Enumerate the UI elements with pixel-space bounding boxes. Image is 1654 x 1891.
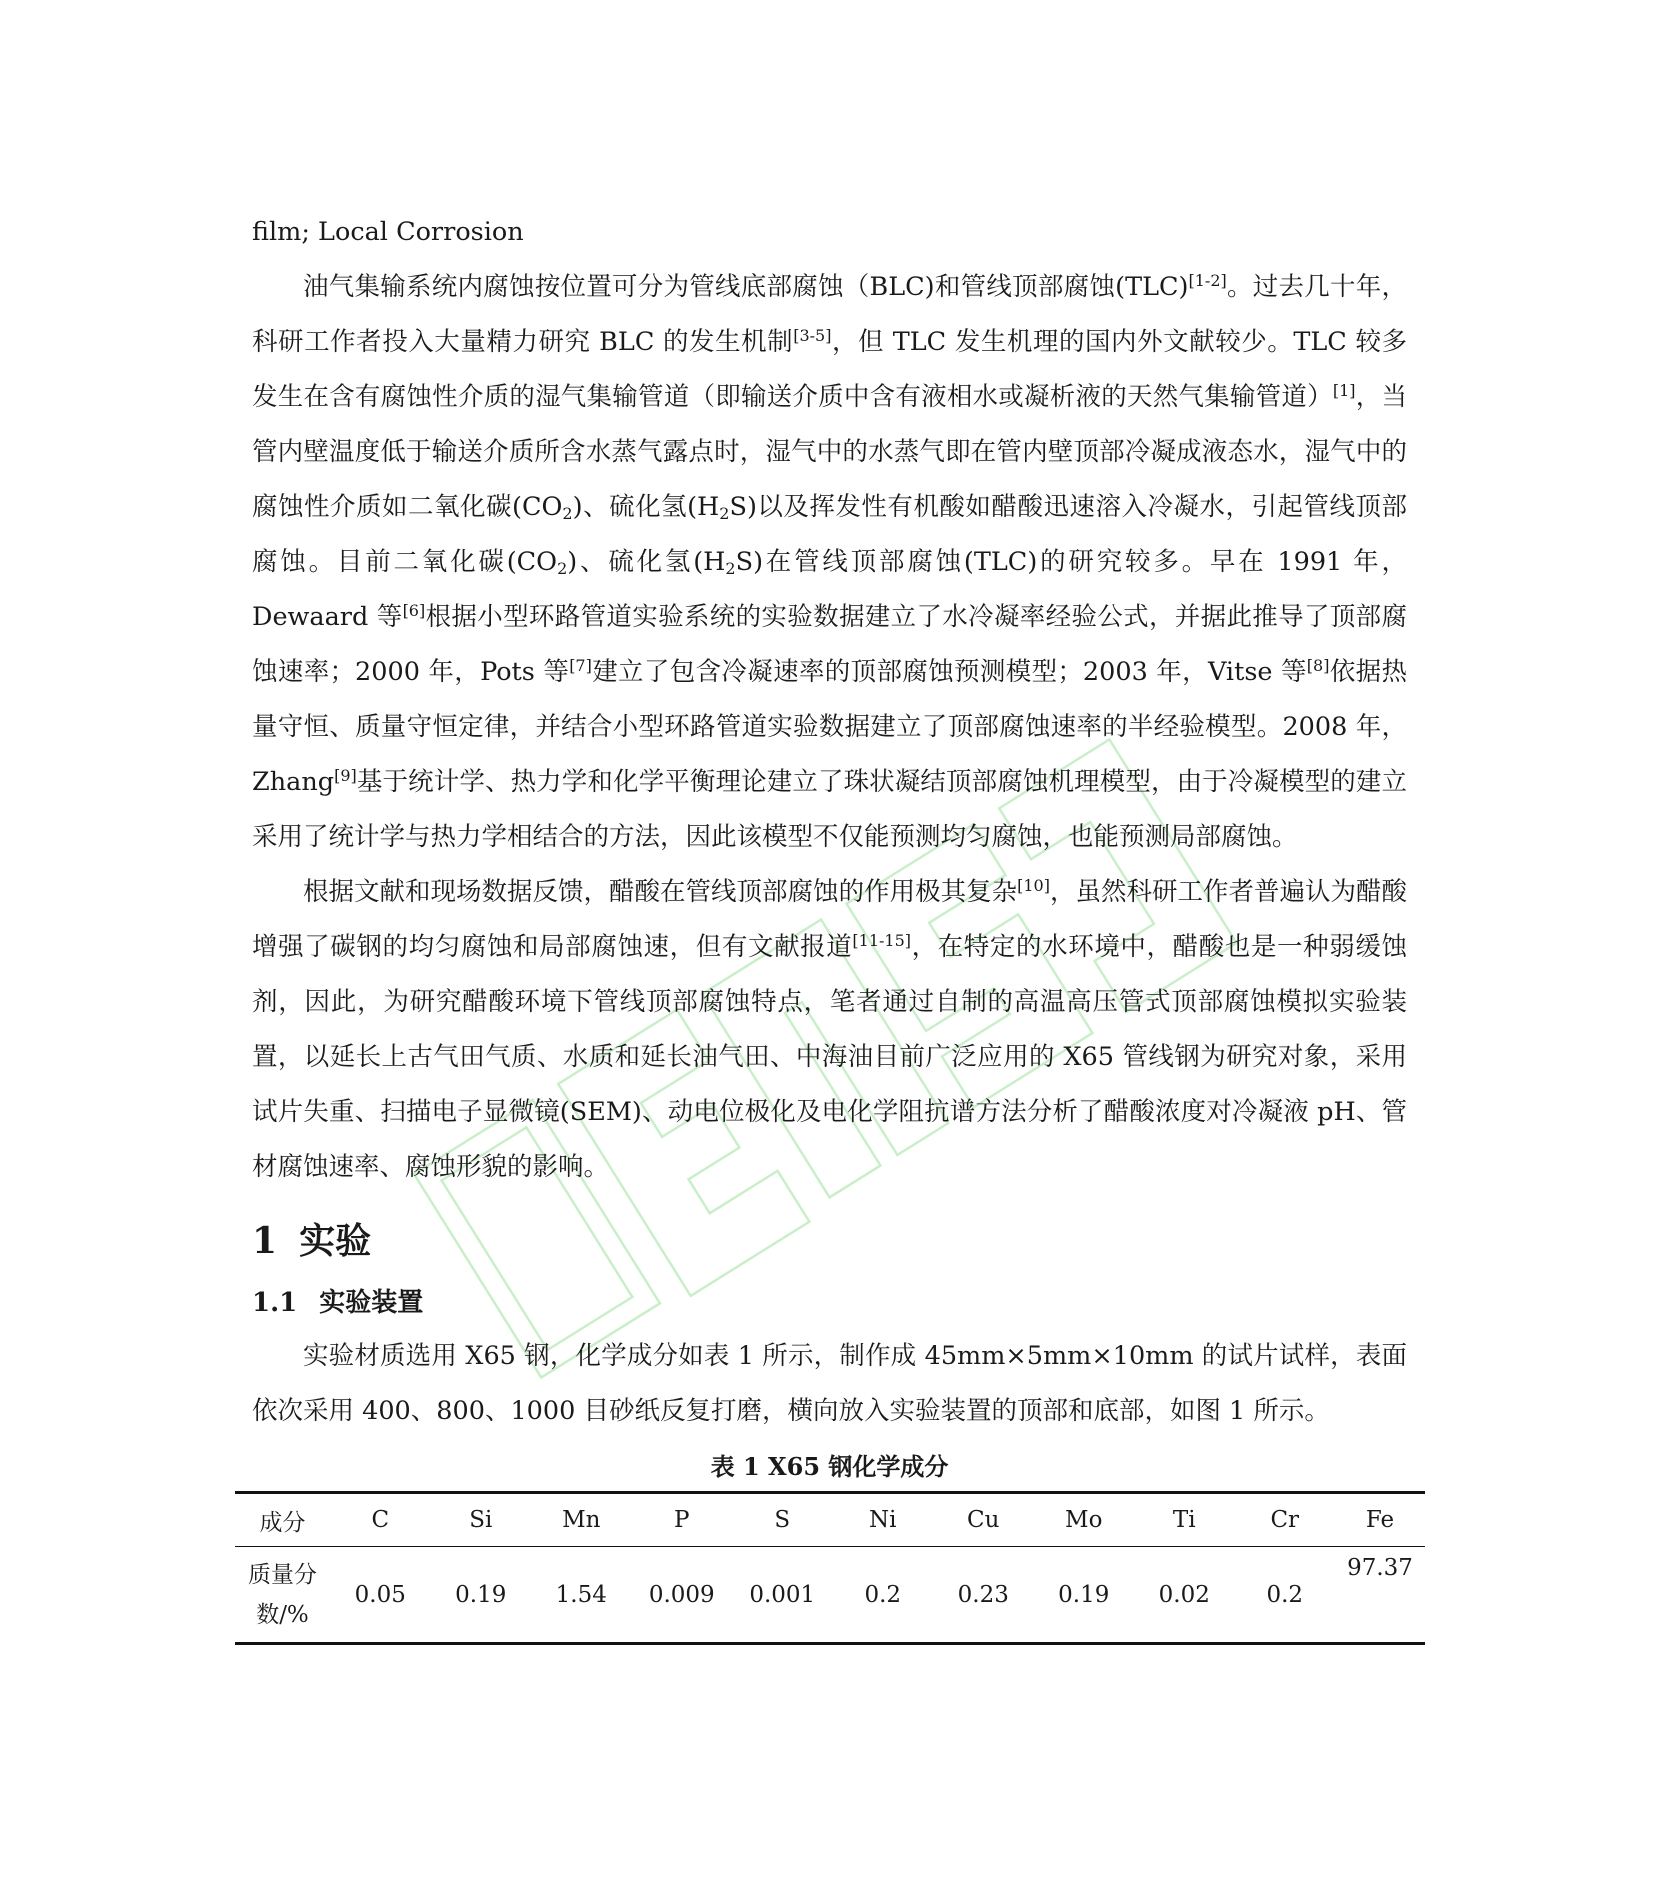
header-cell: Cu <box>967 1507 1000 1533</box>
value-cell: 0.19 <box>1058 1581 1110 1608</box>
value-cell: 0.001 <box>749 1581 816 1608</box>
header-cell: 成分 <box>259 1509 306 1536</box>
intro-paragraph-2 <box>252 865 1407 1195</box>
value-cell: 0.02 <box>1158 1581 1210 1608</box>
citation-superscript: [10] <box>1017 876 1050 896</box>
text-run: 根据小型环路管道实验系统的实验数据建立了水冷凝率经验公式，并据此推导了顶部腐蚀速率；2000 年，Pots 等 <box>252 602 1407 687</box>
text-run: 根据文献和现场数据反馈，醋酸在管线顶部腐蚀的作用极其复杂 <box>303 877 1018 907</box>
text-run: ，但 TLC 发生机理的国内外文献较少。TLC 较多发生在含有腐蚀性介质的湿气集输管道（即输送介质中含有液相水或凝析液的天然气集输管道） <box>252 327 1407 412</box>
header-cell: C <box>371 1507 390 1533</box>
text-run: )、硫化氢(H <box>572 492 720 522</box>
citation-superscript: [6] <box>402 601 426 621</box>
citation-superscript: [8] <box>1306 656 1330 676</box>
text-run: S)以及挥发性有机酸如醋酸迅速溶入冷凝水，引起管线顶部腐蚀。目前二氧化碳(CO <box>252 492 1408 577</box>
subsection-heading-apparatus <box>252 1277 1407 1329</box>
value-cell: 0.19 <box>455 1581 507 1608</box>
chemical-subscript: 2 <box>725 559 736 578</box>
value-cell: 0.23 <box>957 1581 1009 1608</box>
section-title: 实验 <box>299 1220 372 1262</box>
text-run: ，虽然科研工作者普遍认为醋酸增强了碳钢的均匀腐蚀和局部腐蚀速，但有文献报道 <box>252 877 1407 962</box>
header-cell: S <box>774 1507 791 1533</box>
header-cell: Ti <box>1172 1507 1196 1533</box>
value-cell: 0.05 <box>354 1581 406 1608</box>
citation-superscript: [7] <box>569 656 592 676</box>
page-content <box>248 205 1413 1645</box>
citation-superscript: [1] <box>1332 381 1356 401</box>
text-run: 依据热量守恒、质量守恒定律，并结合小型环路管道实验数据建立了顶部腐蚀速率的半经验模型。2008 年，Zhang <box>252 657 1408 797</box>
chemical-subscript: 2 <box>562 504 573 523</box>
value-cell: 0.2 <box>1266 1581 1304 1608</box>
value-cell: 0.2 <box>864 1581 902 1608</box>
citation-superscript: [3-5] <box>793 326 832 346</box>
citation-superscript: [1-2] <box>1188 271 1227 291</box>
text-run: )、硫化氢(H <box>567 547 726 577</box>
chemical-subscript: 2 <box>719 504 730 523</box>
keyword-continuation: film; Local Corrosion <box>252 217 524 247</box>
value-cell: 0.009 <box>648 1581 715 1608</box>
section-number: 1 <box>252 1220 278 1262</box>
composition-table <box>235 1491 1425 1645</box>
citation-superscript: [11-15] <box>852 931 911 951</box>
table-row <box>235 1547 1425 1644</box>
text-run: 基于统计学、热力学和化学平衡理论建立了珠状凝结顶部腐蚀机理模型，由于冷凝模型的建立采用了统计学与热力学相结合的方法，因此该模型不仅能预测均匀腐蚀，也能预测局部腐蚀。 <box>252 767 1407 852</box>
composition-table-wrap <box>235 1491 1425 1645</box>
text-run: ，当管内壁温度低于输送介质所含水蒸气露点时，湿气中的水蒸气即在管内壁顶部冷凝成液态水，湿气中的腐蚀性介质如二氧化碳(CO <box>252 382 1407 522</box>
subsection-title: 实验装置 <box>319 1288 424 1318</box>
value-cell: 1.54 <box>555 1581 607 1608</box>
citation-superscript: [9] <box>334 766 357 786</box>
text-run: 建立了包含冷凝速率的顶部腐蚀预测模型；2003 年，Vitse 等 <box>591 657 1307 687</box>
header-cell: Mn <box>562 1507 601 1533</box>
experiment-paragraph-1: 实验材质选用 X65 钢，化学成分如表 1 所示，制作成 45mm×5mm×10mm 的试片试样，表面依次采用 400、800、1000 目砂纸反复打磨，横向放入实验装置的顶部和底部，如图 1 所示。 <box>252 1341 1407 1426</box>
row-label-cell: 质量分数/% <box>248 1561 317 1628</box>
header-cell: Mo <box>1065 1507 1103 1533</box>
value-cell: 97.37 <box>1347 1555 1413 1581</box>
header-cell: Ni <box>869 1507 897 1533</box>
header-cell: Cr <box>1270 1507 1300 1533</box>
section-heading-experiment <box>252 1205 1407 1277</box>
text-run: 油气集输系统内腐蚀按位置可分为管线底部腐蚀（BLC)和管线顶部腐蚀(TLC) <box>303 272 1189 302</box>
header-cell: P <box>674 1507 690 1533</box>
header-cell: Fe <box>1365 1507 1395 1533</box>
chemical-subscript: 2 <box>557 559 568 578</box>
header-cell: Si <box>469 1507 493 1533</box>
table-caption: 表 1 X65 钢化学成分 <box>710 1452 949 1481</box>
subsection-number: 1.1 <box>252 1288 298 1318</box>
intro-paragraph-1 <box>252 260 1407 865</box>
table-header-row <box>235 1493 1425 1547</box>
text-run: ，在特定的水环境中，醋酸也是一种弱缓蚀剂，因此，为研究醋酸环境下管线顶部腐蚀特点，笔者通过自制的高温高压管式顶部腐蚀模拟实验装置，以延长上古气田气质、水质和延长油气田、中海油目前广泛应用的 X65 管线钢为研究对象，采用试片失重、扫描电子显微镜(SEM)、动电位极化及电化学阻抗谱方法分析了醋酸浓度对冷凝液 pH、管材腐蚀速率、腐蚀形貌的影响。 <box>252 932 1407 1182</box>
text-run: S)在管线顶部腐蚀(TLC)的研究较多。早在 1991 年，Dewaard 等 <box>252 547 1407 632</box>
text-run: 。过去几十年，科研工作者投入大量精力研究 BLC 的发生机制 <box>252 272 1407 357</box>
